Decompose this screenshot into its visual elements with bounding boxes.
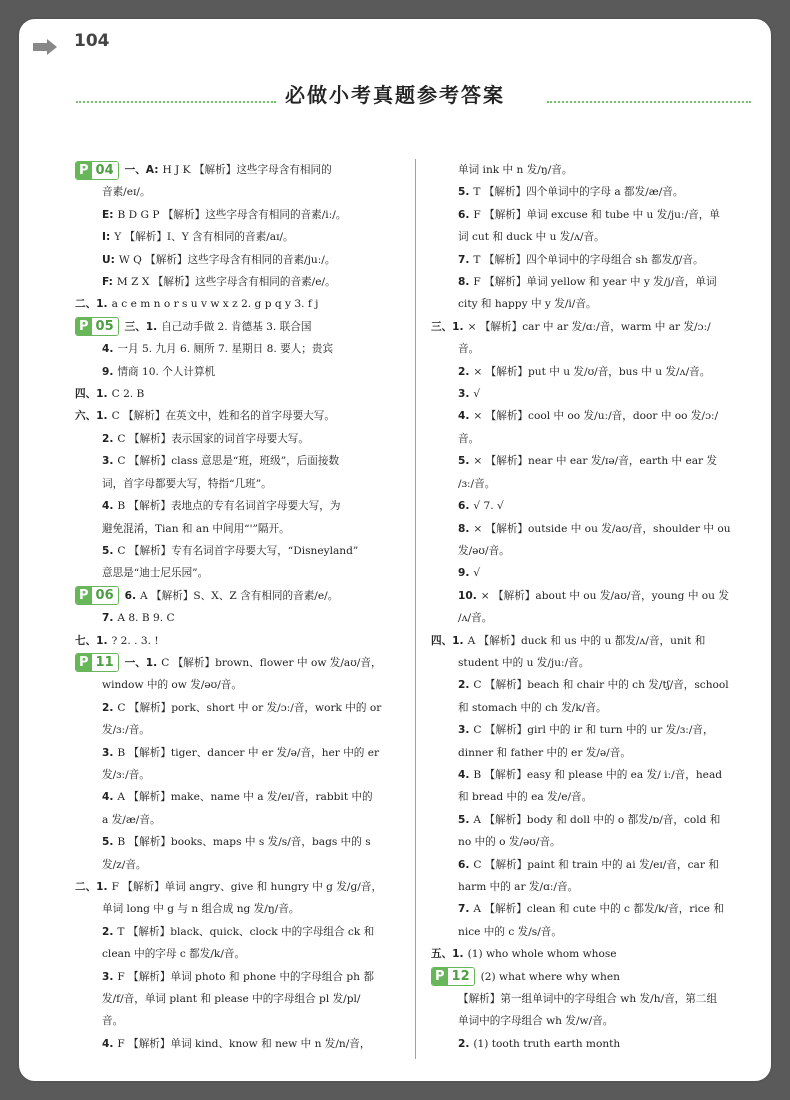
answer-text: 【解析】第一组单词中的字母组合 wh 发/h/音，第二组 — [458, 993, 718, 1006]
answer-line — [75, 271, 413, 293]
answer-text: A 【解析】make、name 中 a 发/eɪ/音，rabbit 中的 — [117, 791, 373, 804]
answer-line — [431, 405, 753, 427]
answer-line — [431, 652, 753, 674]
page-title: 必做小考真题参考答案 — [285, 83, 505, 107]
question-number: 四、1. — [431, 634, 464, 647]
question-number: 一、1. — [124, 656, 158, 669]
answer-line — [75, 204, 413, 226]
answer-line — [75, 405, 413, 427]
answer-line — [75, 943, 413, 965]
question-number: 5. — [102, 836, 114, 849]
answer-text: (1) tooth truth earth month — [473, 1037, 621, 1050]
question-number: 4. — [458, 768, 470, 781]
question-number: 7. — [458, 903, 470, 916]
question-number: 三、1. — [431, 320, 464, 333]
question-number: 2. — [458, 679, 470, 692]
answer-line — [431, 159, 753, 181]
answer-text: student 中的 u 发/juː/音。 — [458, 656, 590, 669]
question-number: 3. — [102, 746, 114, 759]
answer-text: B 【解析】表地点的专有名词首字母要大写，为 — [117, 500, 341, 513]
answer-line — [75, 786, 413, 808]
answer-text: no 中的 o 发/əʊ/音。 — [458, 836, 561, 849]
question-number: 6. — [458, 208, 470, 221]
answer-text: B D G P 【解析】这些字母含有相同的音素/iː/。 — [117, 208, 347, 221]
answer-text: F 【解析】单词 photo 和 phone 中的字母组合 ph 都 — [117, 970, 374, 983]
answer-text: C 【解析】专有名词首字母要大写，“Disneyland” — [117, 544, 359, 557]
question-number: 6. — [458, 500, 470, 513]
answer-line — [75, 988, 413, 1010]
title-divider-right — [547, 101, 751, 103]
answer-text: F 【解析】单词 yellow 和 year 中 y 发/j/音，单词 — [473, 276, 717, 289]
answer-text: C 【解析】brown、flower 中 ow 发/aʊ/音， — [161, 656, 382, 669]
answer-line — [431, 742, 753, 764]
answer-text: B 【解析】easy 和 please 中的 ea 发/ iː/音，head — [473, 768, 723, 781]
answer-text: dinner 和 father 中的 er 发/ə/音。 — [458, 746, 631, 759]
answer-line — [431, 966, 753, 988]
answer-text: 词，首字母都要大写，特指“几班”。 — [102, 477, 272, 490]
question-number: E: — [102, 208, 114, 221]
answer-text: nice 中的 c 发/s/音。 — [458, 925, 562, 938]
answer-line — [75, 450, 413, 472]
answer-text: 一月 5. 九月 6. 厕所 7. 星期日 8. 要人；贵宾 — [117, 343, 334, 356]
answer-text: T 【解析】四个单词中的字母 a 都发/æ/音。 — [473, 186, 684, 199]
answer-line — [75, 226, 413, 248]
answer-text: 音。 — [102, 1015, 124, 1028]
column-divider — [415, 159, 416, 1059]
answer-text: clean 中的字母 c 都发/k/音。 — [102, 948, 246, 961]
answer-text: 避免混淆，Tian 和 an 中间用“'”隔开。 — [102, 522, 290, 535]
answer-line — [75, 585, 413, 607]
question-number: 五、1. — [431, 948, 464, 961]
answer-text: T 【解析】black、quick、clock 中的字母组合 ck 和 — [117, 925, 375, 938]
answer-text: 发/ɜː/音。 — [102, 724, 150, 737]
answer-line — [75, 966, 413, 988]
answer-text: F 【解析】单词 excuse 和 tube 中 u 发/juː/音，单 — [473, 208, 720, 221]
page-ref-number: 11 — [92, 654, 118, 671]
answer-line — [75, 898, 413, 920]
question-number: 7. — [458, 253, 470, 266]
answer-line — [75, 181, 413, 203]
question-number: 二、1. — [75, 881, 108, 893]
answer-line — [431, 988, 753, 1010]
answer-line — [75, 719, 413, 741]
answer-line — [75, 854, 413, 876]
answer-text: F 【解析】单词 angry、give 和 hungry 中 g 发/ɡ/音， — [111, 881, 383, 893]
answer-text: A 【解析】duck 和 us 中的 u 都发/ʌ/音，unit 和 — [467, 634, 706, 647]
answer-text: C 【解析】class 意思是“班，班级”，后面接数 — [117, 455, 340, 468]
answer-text: 词 cut 和 duck 中 u 发/ʌ/音。 — [458, 231, 605, 244]
answer-line — [431, 383, 753, 405]
answer-line — [431, 181, 753, 203]
page-ref-letter: P — [76, 587, 92, 604]
answer-text: 单词 long 中 g 与 n 组合成 ng 发/ŋ/音。 — [102, 903, 300, 916]
answer-text: T 【解析】四个单词中的字母组合 sh 都发/ʃ/音。 — [473, 253, 704, 266]
answer-line — [75, 316, 413, 338]
answer-line — [431, 540, 753, 562]
question-number: 2. — [102, 925, 114, 938]
answer-text: city 和 happy 中 y 发/i/音。 — [458, 298, 597, 311]
answer-text: A 【解析】body 和 doll 中的 o 都发/ɒ/音，cold 和 — [473, 813, 721, 826]
answer-line — [431, 697, 753, 719]
answer-line — [431, 450, 753, 472]
answer-text: (2) what where why when — [480, 970, 620, 983]
answer-text: 音。 — [458, 343, 480, 356]
question-number: 7. — [102, 612, 114, 625]
question-number: 一、A: — [124, 164, 159, 176]
question-number: 8. — [458, 276, 470, 289]
answer-text: H J K 【解析】这些字母含有相同的 — [162, 164, 332, 176]
page-ref-letter: P — [76, 162, 92, 179]
answer-text: C 2. B — [111, 388, 145, 401]
question-number: 6. — [124, 589, 137, 602]
answer-line — [75, 674, 413, 696]
question-number: 5. — [102, 544, 114, 557]
question-number: 3. — [458, 724, 470, 737]
answer-text: 发/ɜː/音。 — [102, 768, 150, 781]
question-number: 2. — [102, 701, 114, 714]
page-ref-number: 06 — [92, 587, 118, 604]
answer-line — [75, 159, 413, 181]
answer-line — [431, 786, 753, 808]
answer-line — [75, 764, 413, 786]
answer-line — [431, 518, 753, 540]
answer-line — [431, 921, 753, 943]
answer-line — [431, 831, 753, 853]
answer-line — [431, 316, 753, 338]
question-number: 9. — [458, 567, 470, 580]
question-number: 4. — [102, 791, 114, 804]
answer-line — [431, 764, 753, 786]
answer-line — [431, 249, 753, 271]
answer-line — [431, 630, 753, 652]
question-number: 七、1. — [75, 634, 108, 647]
question-number: U: — [102, 253, 115, 266]
question-number: 5. — [458, 455, 470, 468]
answer-line — [431, 854, 753, 876]
answer-text: × 【解析】about 中 ou 发/aʊ/音，young 中 ou 发 — [480, 589, 729, 602]
answer-line — [431, 1033, 753, 1055]
answer-line — [75, 652, 413, 674]
answer-line — [75, 293, 413, 315]
answer-line — [75, 428, 413, 450]
answer-line — [75, 697, 413, 719]
question-number: I: — [102, 231, 111, 244]
question-number: 4. — [102, 1037, 114, 1050]
page-ref-letter: P — [76, 318, 92, 335]
question-number: 2. — [458, 365, 470, 378]
question-number: 4. — [458, 410, 470, 423]
answer-line — [431, 293, 753, 315]
question-number: 10. — [458, 589, 477, 602]
answer-line — [431, 585, 753, 607]
answer-line — [431, 495, 753, 517]
question-number: F: — [102, 276, 113, 289]
answer-line — [75, 921, 413, 943]
page-ref-number: 04 — [92, 162, 118, 179]
answer-text: 自己动手做 2. 肯德基 3. 联合国 — [161, 320, 312, 333]
answer-line — [75, 876, 413, 898]
answer-line — [75, 1010, 413, 1032]
answer-text: A 【解析】S、X、Z 含有相同的音素/e/。 — [140, 589, 339, 602]
answer-text: 和 bread 中的 ea 发/e/音。 — [458, 791, 593, 804]
page-ref-badge — [75, 317, 119, 336]
answer-line — [75, 742, 413, 764]
page-ref-badge — [75, 586, 119, 605]
answer-text: 和 stomach 中的 ch 发/k/音。 — [458, 701, 607, 714]
answer-line — [75, 338, 413, 360]
answer-line — [75, 495, 413, 517]
question-number: 2. — [102, 432, 114, 445]
answer-text: a c e m n o r s u v w x z 2. g p q y 3. f j — [111, 298, 319, 311]
question-number: 6. — [458, 858, 470, 871]
answer-text: window 中的 ow 发/əʊ/音。 — [102, 679, 242, 692]
answer-text: √ — [473, 388, 481, 401]
answer-text: C 【解析】在英文中，姓和名的首字母要大写。 — [111, 410, 335, 423]
answer-text: C 【解析】pork、short 中 or 发/ɔː/音，work 中的 or — [117, 701, 382, 714]
answer-line — [75, 607, 413, 629]
answer-text: /ɜː/音。 — [458, 477, 496, 490]
answer-text: C 【解析】表示国家的词首字母要大写。 — [117, 432, 309, 445]
answer-column-right — [431, 159, 753, 1055]
question-number: 8. — [458, 522, 470, 535]
answer-text: 音。 — [458, 432, 480, 445]
answer-text: 发/əʊ/音。 — [458, 544, 510, 557]
answer-text: √ 7. √ — [473, 500, 504, 513]
answer-line — [75, 540, 413, 562]
answer-text: B 【解析】tiger、dancer 中 er 发/ə/音，her 中的 er — [117, 746, 380, 759]
answer-text: M Z X 【解析】这些字母含有相同的音素/e/。 — [116, 276, 336, 289]
answer-text: F 【解析】单词 kind、know 和 new 中 n 发/n/音， — [117, 1037, 371, 1050]
question-number: 5. — [458, 813, 470, 826]
answer-line — [431, 271, 753, 293]
answer-line — [75, 383, 413, 405]
answer-line — [431, 226, 753, 248]
answer-text: C 【解析】beach 和 chair 中的 ch 发/tʃ/音，school — [473, 679, 729, 692]
answer-text: × 【解析】car 中 ar 发/ɑː/音，warm 中 ar 发/ɔː/ — [467, 320, 711, 333]
question-number: 二、1. — [75, 298, 108, 311]
page-ref-letter: P — [432, 968, 448, 985]
answer-line — [75, 1033, 413, 1055]
answer-line — [75, 630, 413, 652]
answer-line — [431, 719, 753, 741]
answer-line — [75, 809, 413, 831]
question-number: 3. — [458, 388, 470, 401]
answer-text: 发/z/音。 — [102, 858, 147, 871]
page — [17, 17, 773, 1083]
answer-line — [431, 204, 753, 226]
answer-line — [431, 361, 753, 383]
answer-line — [431, 473, 753, 495]
answer-text: × 【解析】near 中 ear 发/ɪə/音，earth 中 ear 发 — [473, 455, 718, 468]
page-ref-letter: P — [76, 654, 92, 671]
answer-text: × 【解析】put 中 u 发/ʊ/音，bus 中 u 发/ʌ/音。 — [473, 365, 711, 378]
answer-text: (1) who whole whom whose — [467, 948, 617, 961]
answer-text: × 【解析】outside 中 ou 发/aʊ/音，shoulder 中 ou — [473, 522, 731, 535]
answer-line — [431, 943, 753, 965]
answer-text: 音素/eɪ/。 — [102, 186, 151, 199]
answer-text: C 【解析】paint 和 train 中的 ai 发/eɪ/音，car 和 — [473, 858, 719, 871]
answer-text: a 发/æ/音。 — [102, 813, 161, 826]
question-number: 5. — [458, 186, 470, 199]
answer-line — [75, 831, 413, 853]
answer-text: /ʌ/音。 — [458, 612, 493, 625]
answer-text: ? 2. . 3. ! — [111, 634, 159, 647]
question-number: 4. — [102, 343, 114, 356]
answer-line — [75, 473, 413, 495]
answer-text: 情商 10. 个人计算机 — [117, 365, 216, 378]
answer-line — [431, 428, 753, 450]
answer-text: √ — [473, 567, 481, 580]
answer-text: harm 中的 ar 发/ɑː/音。 — [458, 881, 579, 893]
answer-line — [431, 562, 753, 584]
answer-text: C 【解析】girl 中的 ir 和 turn 中的 ur 发/ɜː/音， — [473, 724, 714, 737]
answer-text: W Q 【解析】这些字母含有相同的音素/juː/。 — [118, 253, 336, 266]
question-number: 3. — [102, 455, 114, 468]
page-ref-badge — [75, 161, 119, 180]
answer-line — [75, 518, 413, 540]
answer-line — [75, 361, 413, 383]
answer-line — [431, 898, 753, 920]
answer-text: 意思是“迪士尼乐园”。 — [102, 567, 209, 580]
answer-line — [431, 1010, 753, 1032]
page-ref-badge — [75, 653, 119, 672]
question-number: 三、1. — [124, 320, 158, 333]
answer-text: A 【解析】clean 和 cute 中的 c 都发/k/音，rice 和 — [473, 903, 724, 916]
answer-line — [431, 876, 753, 898]
answer-line — [431, 809, 753, 831]
answer-text: 单词中的字母组合 wh 发/w/音。 — [458, 1015, 614, 1028]
question-number: 2. — [458, 1037, 470, 1050]
answer-text: × 【解析】cool 中 oo 发/uː/音，door 中 oo 发/ɔː/ — [473, 410, 719, 423]
question-number: 六、1. — [75, 410, 108, 423]
page-ref-number: 05 — [92, 318, 118, 335]
answer-line — [431, 674, 753, 696]
question-number: 4. — [102, 500, 114, 513]
answer-line — [431, 607, 753, 629]
answer-line — [75, 562, 413, 584]
page-ref-badge — [431, 967, 475, 986]
answer-line — [75, 249, 413, 271]
page-number: 104 — [74, 31, 110, 51]
answer-line — [431, 338, 753, 360]
question-number: 四、1. — [75, 388, 108, 401]
question-number: 9. — [102, 365, 114, 378]
answer-text: B 【解析】books、maps 中 s 发/s/音，bags 中的 s — [117, 836, 371, 849]
answer-text: 单词 ink 中 n 发/ŋ/音。 — [458, 164, 573, 176]
answer-text: 发/f/音，单词 plant 和 please 中的字母组合 pl 发/pl/ — [102, 993, 361, 1006]
answer-column-left — [75, 159, 413, 1055]
page-ref-number: 12 — [448, 968, 474, 985]
answer-text: Y 【解析】I、Y 含有相同的音素/aɪ/。 — [114, 231, 294, 244]
question-number: 3. — [102, 970, 114, 983]
answer-text: A 8. B 9. C — [117, 612, 175, 625]
